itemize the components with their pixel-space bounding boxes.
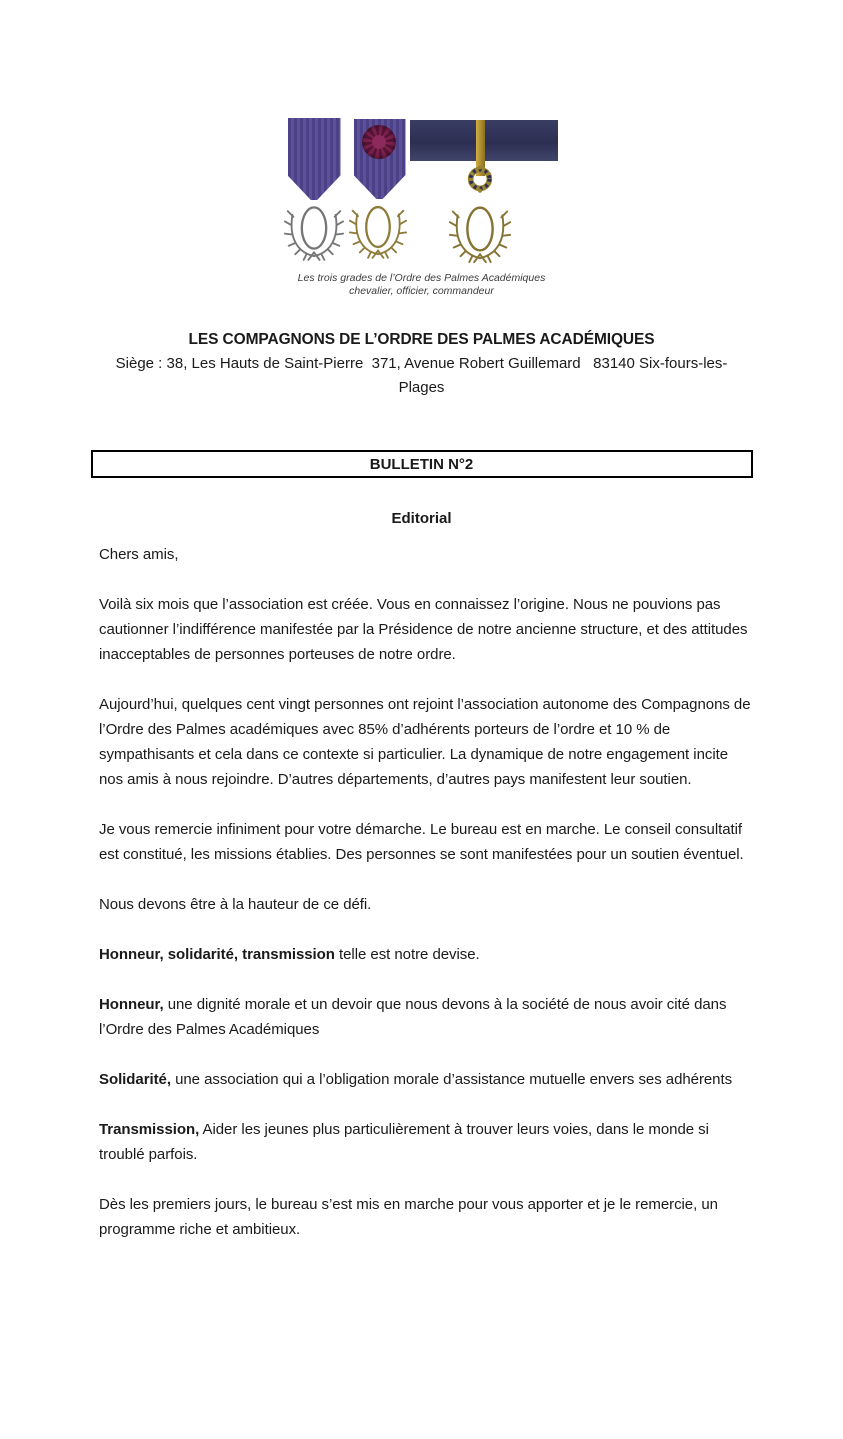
association-title: LES COMPAGNONS DE L’ORDRE DES PALMES ACADÉMIQUES [188,331,655,348]
medals-photo [283,118,561,298]
wreath-ring-icon [465,164,495,194]
address [0,352,843,400]
medal-ribbon [288,118,341,200]
paragraph-text: Nous devons être à la hauteur de ce défi. [99,896,372,913]
medals-image [283,118,561,268]
paragraph [99,1117,754,1167]
paragraph-lead: Transmission, [99,1121,200,1138]
bulletin-title-box [91,450,753,478]
paragraph-text: une association qui a l’obligation morale d’assistance mutuelle envers ses adhérents [170,1071,733,1088]
paragraph [99,692,754,792]
editorial-body [99,542,754,1242]
paragraph [99,892,754,917]
paragraph-text: Dès les premiers jours, le bureau s’est mis en marche pour vous apporter et je le remercie, un programme riche et ambitieux. [99,1196,718,1238]
paragraph-text: telle est notre devise. [334,946,480,963]
paragraph [99,1192,754,1242]
bulletin-title: BULLETIN N°2 [369,456,474,473]
paragraph [99,942,754,967]
salutation: Chers amis, [99,546,179,563]
paragraph [99,817,754,867]
paragraph-text: Je vous remercie infiniment pour votre démarche. Le bureau est en marche. Le conseil consultatif est constitué, les missions établies. Des personnes se sont manifestées pour un soutien éventuel. [99,821,744,863]
paragraph [99,592,754,667]
rosette [362,125,396,159]
paragraph-text: Aider les jeunes plus particulièrement à trouver leurs voies, dans le monde si troublé parfois. [99,1121,709,1163]
document-header [0,328,843,400]
caption-line-1: Les trois grades de l’Ordre des Palmes Académiques [297,272,546,284]
paragraph-lead: Solidarité, [99,1071,171,1088]
address-line-2: Plages [398,379,445,396]
editorial-heading: Editorial [391,510,452,527]
laurel-wreath-icon [447,194,513,264]
paragraph [99,1067,754,1092]
paragraph-lead: Honneur, [99,996,164,1013]
paragraph-text: une dignité morale et un devoir que nous devons à la société de nous avoir cité dans l’Ordre des Palmes Académiques [99,996,727,1038]
paragraph-lead: Honneur, solidarité, transmission [99,946,335,963]
laurel-wreath-icon [284,192,344,264]
paragraph [99,992,754,1042]
paragraph-text: Aujourd’hui, quelques cent vingt personnes ont rejoint l’association autonome des Compagnons de l’Ordre des Palmes académiques avec 85% d’adhérents porteurs de l’ordre et 10 % de sympathisants et cela dans ce contexte si particulier. La dynamique de notre engagement incite nos amis à nous rejoindre. D’autres départements, d’autres pays manifestent leur soutien. [99,696,751,788]
laurel-wreath-icon [349,192,407,262]
address-line-1: Siège : 38, Les Hauts de Saint-Pierre 371, Avenue Robert Guillemard 83140 Six-fours-les- [115,355,728,372]
image-caption [283,272,561,298]
caption-line-2: chevalier, officier, commandeur [349,285,494,297]
paragraph-text: Voilà six mois que l’association est créée. Vous en connaissez l’origine. Nous ne pouvions pas cautionner l’indifférence manifestée par la Présidence de notre ancienne structure, et des attitudes inacceptables de personnes porteuses de notre ordre. [99,596,748,663]
